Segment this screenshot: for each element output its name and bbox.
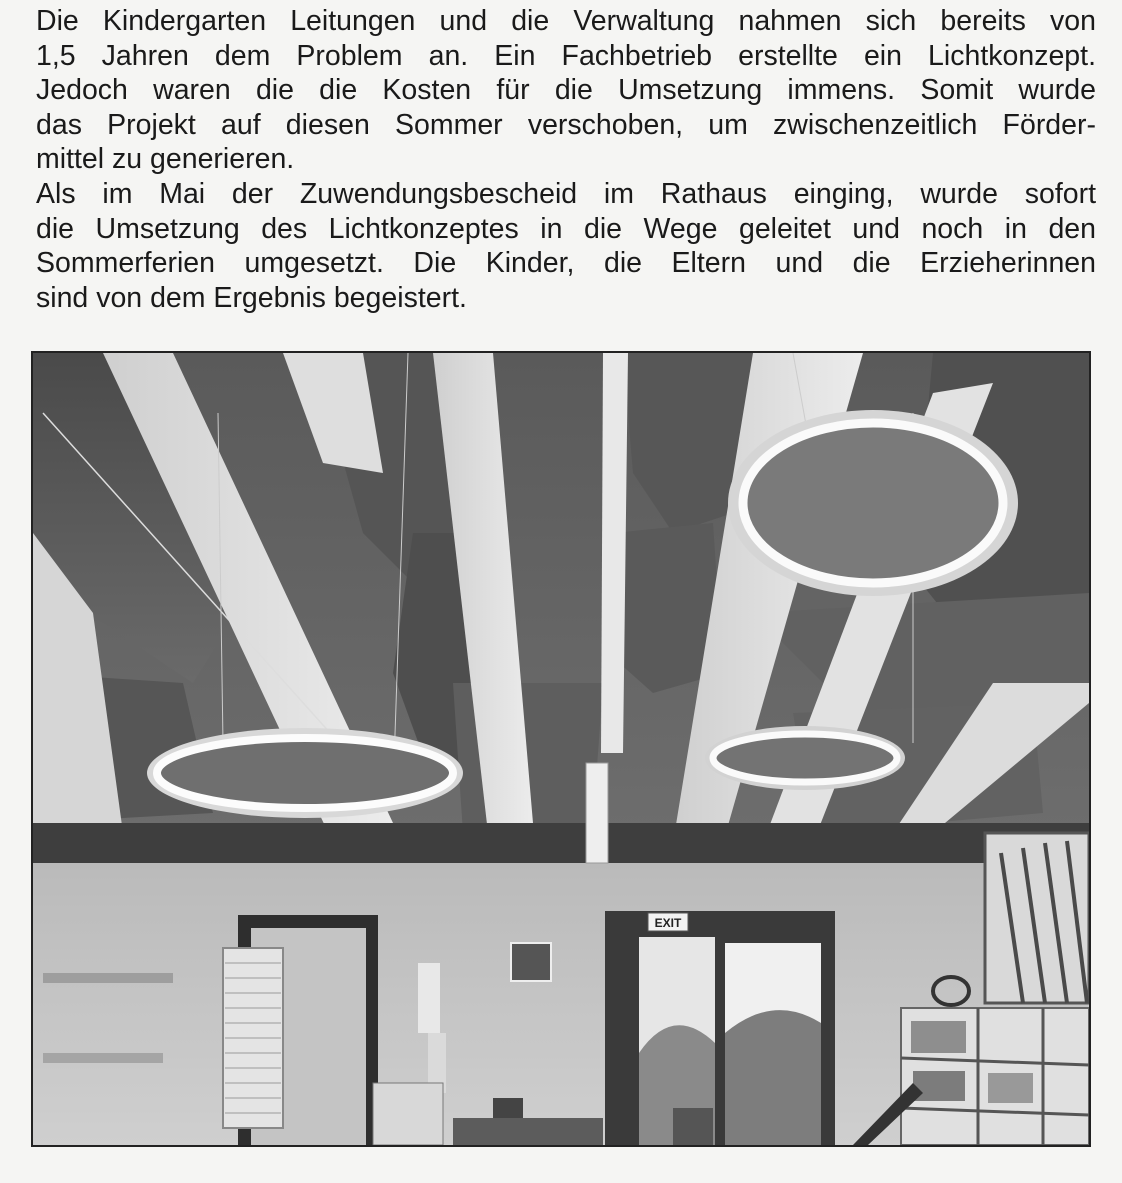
wall-paper xyxy=(418,963,440,1033)
text-line: 1,5 Jahren dem Problem an. Ein Fachbetrieb erstellte ein Lichtkonzept. xyxy=(36,39,1096,72)
classroom-photo xyxy=(31,351,1091,1147)
paragraph-1 xyxy=(36,4,1096,177)
wall-panel xyxy=(43,1053,163,1063)
soffit xyxy=(33,823,1089,863)
chair xyxy=(493,1098,523,1118)
paragraph-2 xyxy=(36,177,1096,315)
table xyxy=(453,1118,603,1145)
ring-light-left-inner xyxy=(157,738,453,808)
text-line: Jedoch waren die die Kosten für die Umsetzung immens. Somit wurde xyxy=(36,74,1096,107)
text-line: sind von dem Ergebnis begeistert. xyxy=(36,281,467,314)
text-line: die Umsetzung des Lichtkonzeptes in die Wege geleitet und noch in den xyxy=(36,212,1096,245)
linear-light xyxy=(586,763,608,863)
exit-sign: EXIT xyxy=(654,916,682,930)
shelf-box xyxy=(913,1071,965,1101)
wall-picture xyxy=(511,943,551,981)
shelf-box xyxy=(988,1073,1033,1103)
wall-cabinet xyxy=(373,1083,443,1145)
chair xyxy=(673,1108,713,1145)
text-line: Sommerferien umgesetzt. Die Kinder, die Eltern und die Erzieherinnen xyxy=(36,247,1096,280)
text-line: das Projekt auf diesen Sommer verschoben, um zwischenzeitlich Förder- xyxy=(36,108,1096,141)
outdoor-shrubs xyxy=(725,1010,821,1145)
ring-light-large-right-inner xyxy=(743,423,1003,583)
text-line: Als im Mai der Zuwendungsbescheid im Rathaus einging, wurde sofort xyxy=(36,177,1096,210)
text-line: Die Kindergarten Leitungen und die Verwaltung nahmen sich bereits von xyxy=(36,5,1096,37)
ring-light-small-right-inner xyxy=(713,734,897,782)
text-line: mittel zu generieren. xyxy=(36,143,295,176)
wall-panel xyxy=(43,973,173,983)
shelf-box xyxy=(911,1021,966,1053)
article-body xyxy=(36,4,1096,315)
